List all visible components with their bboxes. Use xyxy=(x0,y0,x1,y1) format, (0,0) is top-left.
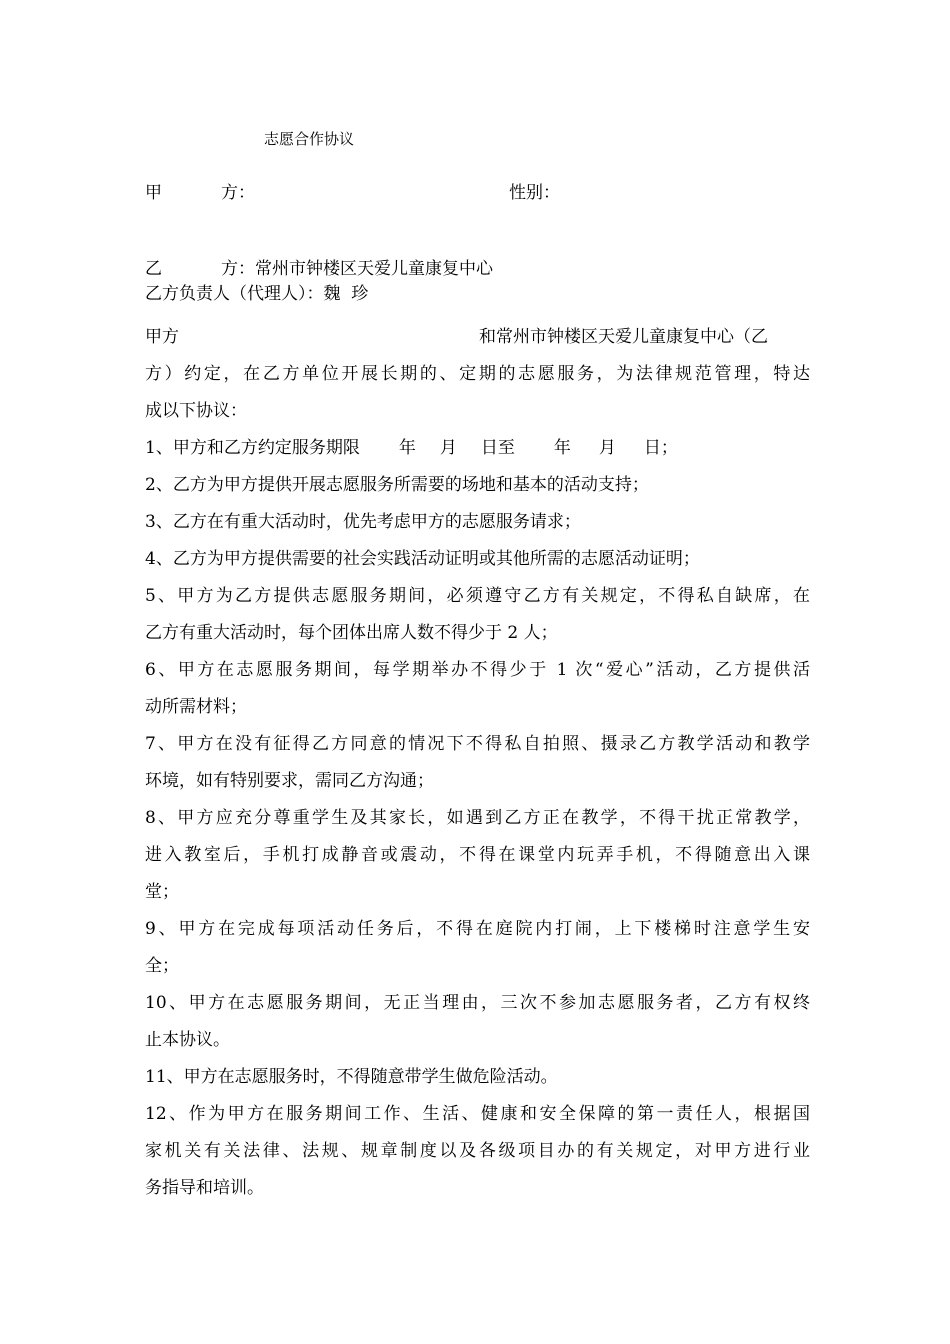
intro-line-1 xyxy=(145,319,810,356)
clause-7-line-2: 环境，如有特别要求，需同乙方沟通； xyxy=(145,771,434,791)
party-a-label-2: 方： xyxy=(221,183,255,203)
clause-1-text: 1、甲方和乙方约定服务期限 xyxy=(145,438,360,458)
clause-9-line-1: 9、甲方在完成每项活动任务后，不得在庭院内打闹，上下楼梯时注意学生安 xyxy=(145,919,810,939)
clause-2: 2、乙方为甲方提供开展志愿服务所需要的场地和基本的活动支持； xyxy=(145,475,649,495)
clause-1 xyxy=(145,430,810,467)
intro-party-b: 和常州市钟楼区天爱儿童康复中心（乙 xyxy=(479,327,768,347)
clause-5-line-1: 5、甲方为乙方提供志愿服务期间，必须遵守乙方有关规定，不得私自缺席，在 xyxy=(145,586,810,606)
clause-1-month-2: 月 xyxy=(598,438,616,458)
clause-8-line-1: 8、甲方应充分尊重学生及其家长，如遇到乙方正在教学，不得干扰正常教学， xyxy=(145,808,810,828)
clause-1-day-to: 日至 xyxy=(480,438,515,458)
party-a-label-1: 甲 xyxy=(145,183,162,203)
clause-12-line-1: 12、作为甲方在服务期间工作、生活、健康和安全保障的第一责任人，根据国 xyxy=(145,1104,810,1124)
clause-9-line-2: 全； xyxy=(145,956,179,976)
clause-11: 11、甲方在志愿服务时，不得随意带学生做危险活动。 xyxy=(145,1067,558,1087)
clause-1-year-2: 年 xyxy=(553,438,571,458)
party-b-name: 方：常州市钟楼区天爱儿童康复中心 xyxy=(221,259,493,279)
clause-6-line-1: 6、甲方在志愿服务期间，每学期举办不得少于 1 次“爱心”活动，乙方提供活 xyxy=(145,660,810,680)
document-title: 志愿合作协议 xyxy=(264,130,355,148)
intro-line-3: 成以下协议： xyxy=(145,401,247,421)
clause-6-line-2: 动所需材料； xyxy=(145,697,247,717)
clause-4: 4、乙方为甲方提供需要的社会实践活动证明或其他所需的志愿活动证明； xyxy=(145,549,700,569)
clause-3: 3、乙方在有重大活动时，优先考虑甲方的志愿服务请求； xyxy=(145,512,581,532)
clause-5-line-2: 乙方有重大活动时，每个团体出席人数不得少于 2 人； xyxy=(145,623,558,643)
intro-line-2: 方）约定，在乙方单位开展长期的、定期的志愿服务，为法律规范管理，特达 xyxy=(145,364,810,384)
clause-1-month-1: 月 xyxy=(439,438,457,458)
gender-label: 性别： xyxy=(509,183,560,203)
party-b-representative: 乙方负责人（代理人）：魏 珍 xyxy=(145,284,369,304)
clause-10-line-1: 10、甲方在志愿服务期间，无正当理由，三次不参加志愿服务者，乙方有权终 xyxy=(145,993,810,1013)
intro-party-a: 甲方 xyxy=(145,327,179,347)
clause-12-line-2: 家机关有关法律、法规、规章制度以及各级项目办的有关规定，对甲方进行业 xyxy=(145,1141,810,1161)
clause-12-line-3: 务指导和培训。 xyxy=(145,1178,264,1198)
clause-8-line-2: 进入教室后，手机打成静音或震动，不得在课堂内玩弄手机，不得随意出入课 xyxy=(145,845,810,865)
clause-8-line-3: 堂； xyxy=(145,882,179,902)
clause-1-day-2: 日； xyxy=(643,438,678,458)
clause-10-line-2: 止本协议。 xyxy=(145,1030,230,1050)
agreement-body xyxy=(145,319,810,1207)
clause-1-year-1: 年 xyxy=(398,438,416,458)
party-b-label-1: 乙 xyxy=(145,259,162,279)
clause-7-line-1: 7、甲方在没有征得乙方同意的情况下不得私自拍照、摄录乙方教学活动和教学 xyxy=(145,734,810,754)
